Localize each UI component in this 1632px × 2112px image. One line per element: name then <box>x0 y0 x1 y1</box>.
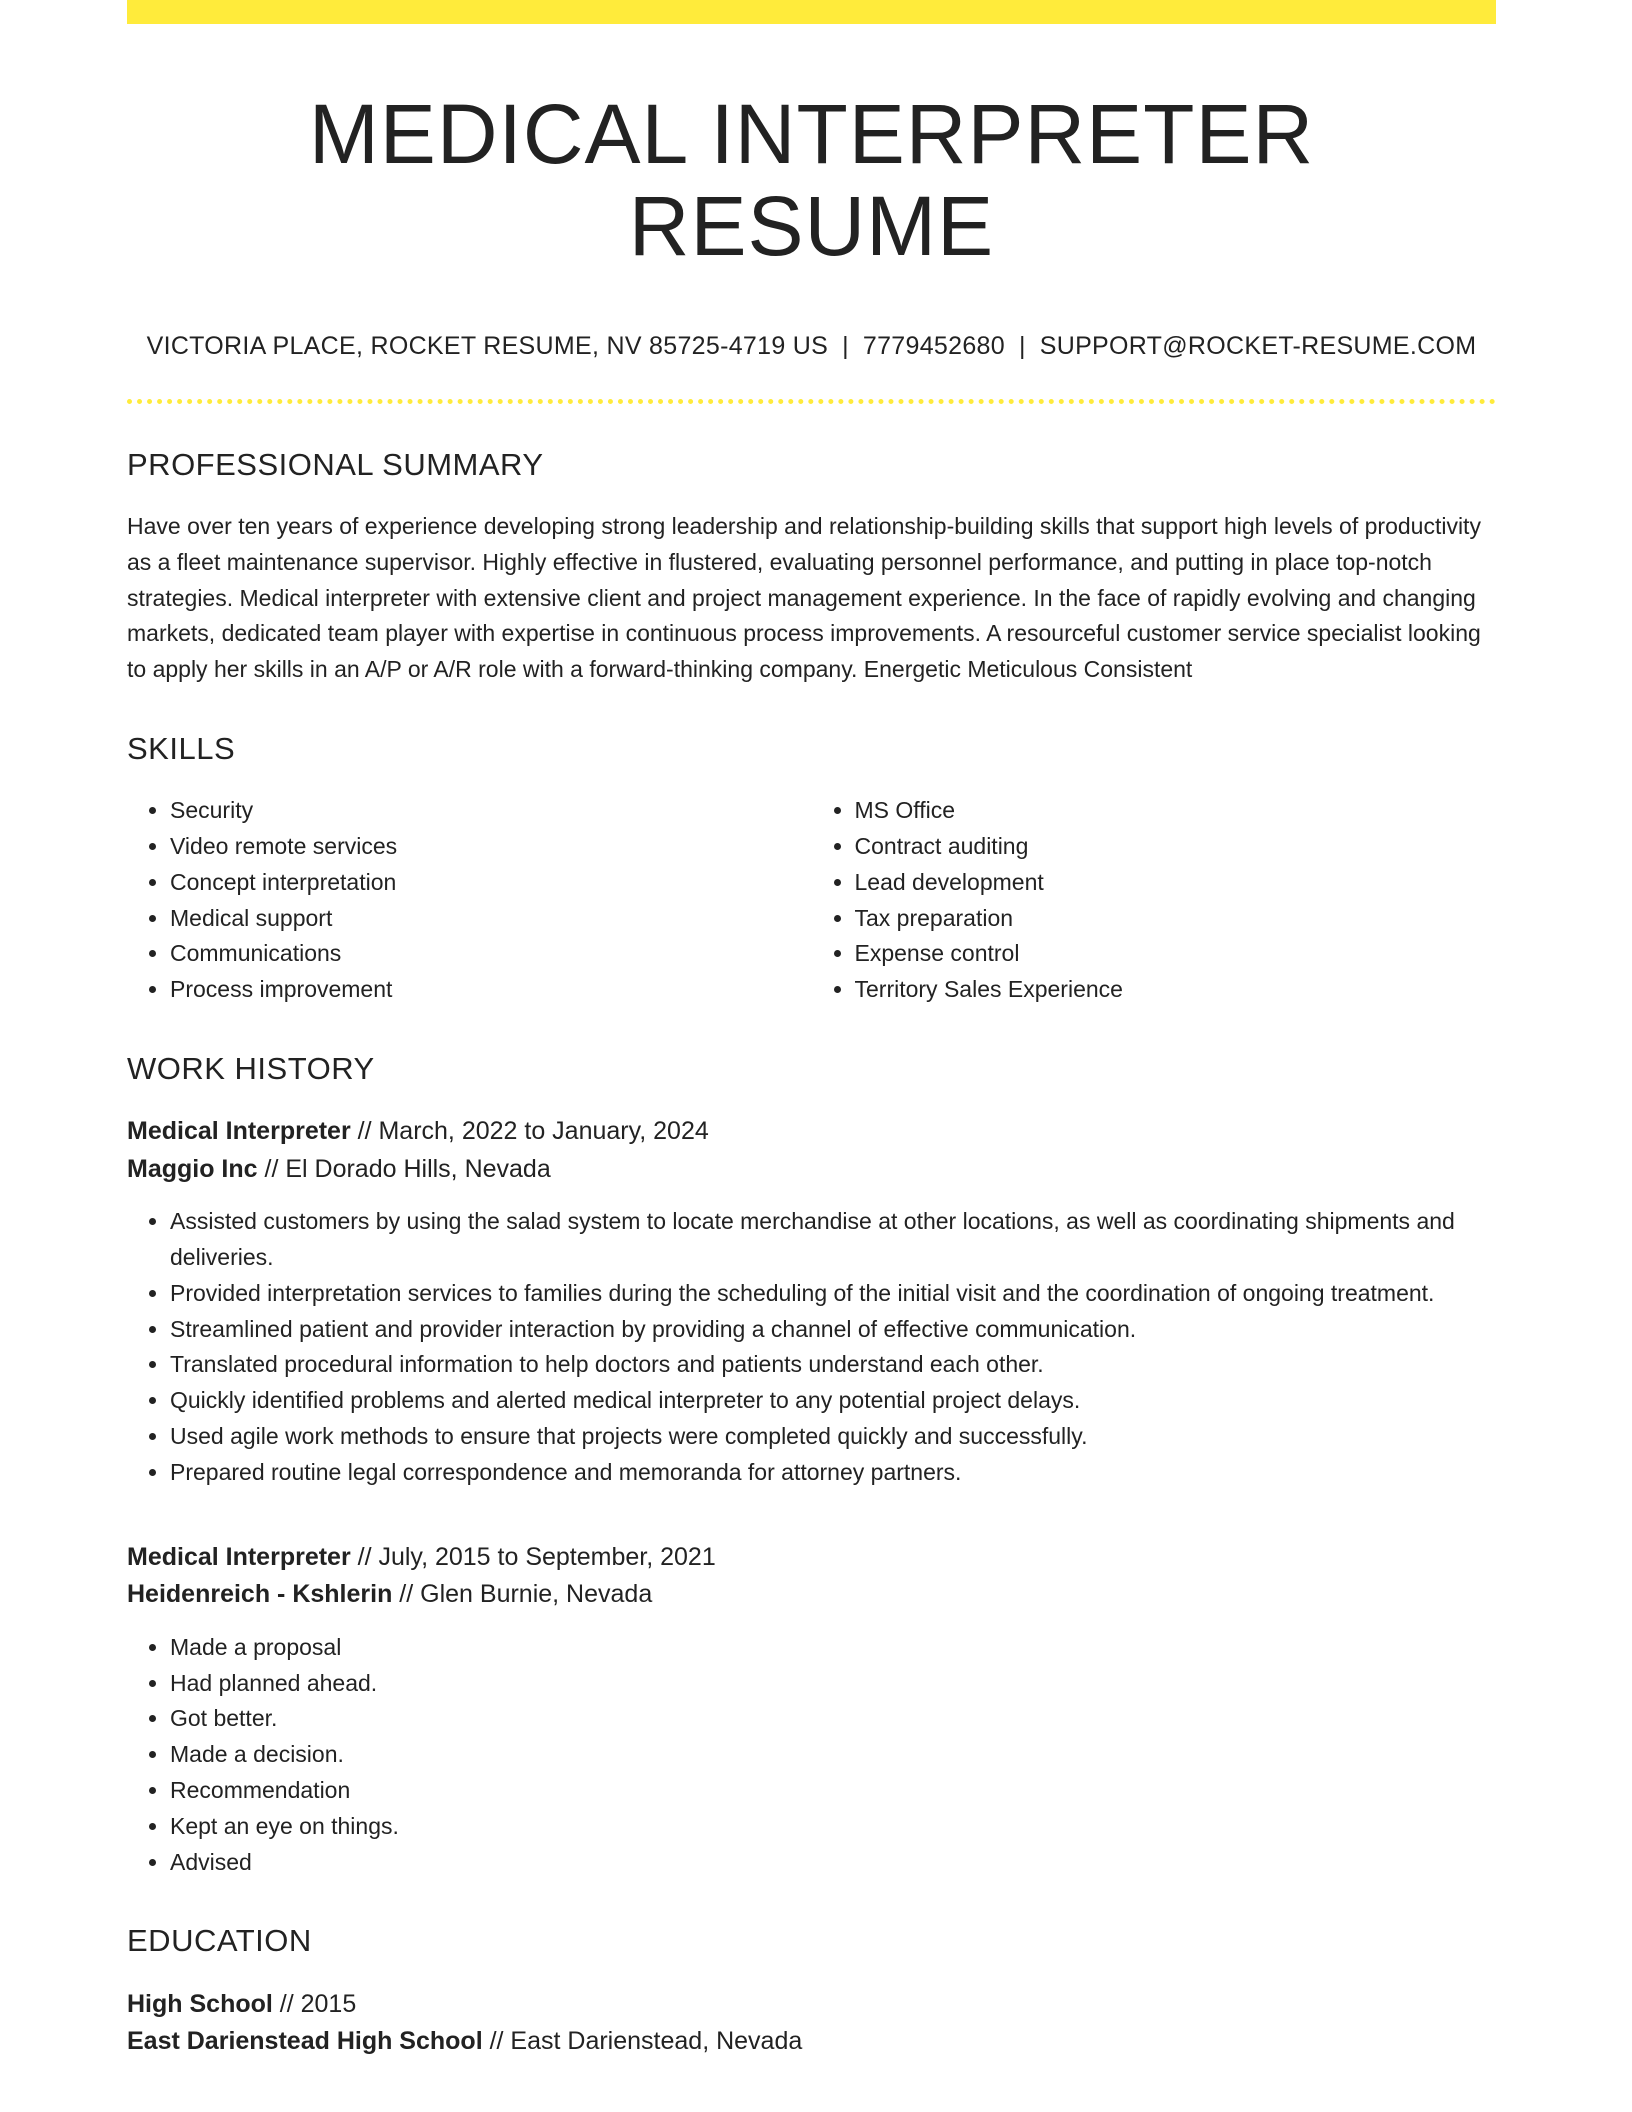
top-accent-bar <box>127 0 1496 24</box>
job-company-line <box>127 1151 1496 1189</box>
skills-columns <box>127 793 1496 1008</box>
contact-separator: | <box>1018 331 1026 360</box>
contact-line <box>127 331 1496 361</box>
job-bullet: • Made a decision. <box>170 1737 1496 1773</box>
summary-heading: PROFESSIONAL SUMMARY <box>127 446 544 482</box>
job-title-line <box>127 1539 1496 1577</box>
job-company: Maggio Inc <box>127 1154 258 1183</box>
education-entry <box>127 1986 1496 2061</box>
skill-item: • Security <box>170 793 812 829</box>
work-history-section <box>127 1050 1496 1881</box>
job-bullet: • Assisted customers by using the salad system to locate merchandise at other locations, as well as coordinating shipments and deliveries. <box>170 1204 1496 1276</box>
job-entry <box>127 1113 1496 1491</box>
job-location: // Glen Burnie, Nevada <box>392 1580 653 1609</box>
summary-text: Have over ten years of experience developing strong leadership and relationship-building skills that support high levels of productivity as a fleet maintenance supervisor. Highly effective in flustered, evaluating personnel performance, and putting in place top-notch strategies. Medical interpreter with extensive client and project management experience. In the face of rapidly evolving and changing markets, dedicated team player with expertise in continuous process improvements. A resourceful customer service specialist looking to apply her skills in an A/P or A/R role with a forward-thinking company. Energetic Meticulous Consistent <box>127 512 1481 683</box>
job-bullet: • Had planned ahead. <box>170 1666 1496 1702</box>
education-location: // East Darienstead, Nevada <box>482 2027 803 2056</box>
skills-list-right <box>812 793 1497 1008</box>
skill-item: • Medical support <box>170 901 812 937</box>
skills-section <box>127 730 1496 1008</box>
education-degree: High School <box>127 1989 273 2018</box>
education-year: // 2015 <box>272 1989 357 2018</box>
summary-section <box>127 446 1496 688</box>
skills-list-left <box>127 793 812 1008</box>
education-heading: EDUCATION <box>127 1923 312 1959</box>
job-bullet: • Made a proposal <box>170 1630 1496 1666</box>
education-section <box>127 1922 1496 2060</box>
job-title: Medical Interpreter <box>127 1117 351 1146</box>
job-bullet: • Recommendation <box>170 1773 1496 1809</box>
contact-email: SUPPORT@ROCKET-RESUME.COM <box>1039 331 1477 360</box>
job-title-line <box>127 1113 1496 1151</box>
job-dates: // March, 2022 to January, 2024 <box>350 1117 709 1146</box>
resume-title: MEDICAL INTERPRETER RESUME <box>308 87 1315 274</box>
job-location: // El Dorado Hills, Nevada <box>257 1154 551 1183</box>
contact-address: VICTORIA PLACE, ROCKET RESUME, NV 85725-4719 US <box>146 331 829 360</box>
job-title: Medical Interpreter <box>127 1542 351 1571</box>
work-history-heading: WORK HISTORY <box>127 1050 375 1086</box>
skill-item: • Video remote services <box>170 829 812 865</box>
job-bullets <box>127 1630 1496 1881</box>
skill-item: • Lead development <box>855 865 1497 901</box>
education-school-line <box>127 2023 1496 2061</box>
job-bullet: • Prepared routine legal correspondence and memoranda for attorney partners. <box>170 1455 1496 1491</box>
skill-item: • Process improvement <box>170 972 812 1008</box>
job-company-line <box>127 1576 1496 1614</box>
skill-item: • MS Office <box>855 793 1497 829</box>
skill-item: • Tax preparation <box>855 901 1497 937</box>
job-dates: // July, 2015 to September, 2021 <box>350 1542 716 1571</box>
skill-item: • Communications <box>170 936 812 972</box>
job-bullet: • Translated procedural information to help doctors and patients understand each other. <box>170 1347 1496 1383</box>
contact-phone: 7779452680 <box>862 331 1005 360</box>
job-bullet: • Got better. <box>170 1701 1496 1737</box>
skill-item: • Territory Sales Experience <box>855 972 1497 1008</box>
education-school: East Darienstead High School <box>127 2027 483 2056</box>
job-bullet: • Provided interpretation services to families during the scheduling of the initial visit and the coordination of ongoing treatment. <box>170 1276 1496 1312</box>
education-degree-line <box>127 1986 1496 2024</box>
job-entry <box>127 1539 1496 1881</box>
skills-heading: SKILLS <box>127 730 236 766</box>
resume-page <box>127 0 1496 2061</box>
job-bullets <box>127 1204 1496 1490</box>
dotted-divider <box>127 399 1496 404</box>
job-bullet: • Streamlined patient and provider interaction by providing a channel of effective communication. <box>170 1312 1496 1348</box>
skill-item: • Expense control <box>855 936 1497 972</box>
job-bullet: • Kept an eye on things. <box>170 1809 1496 1845</box>
job-bullet: • Advised <box>170 1845 1496 1881</box>
skill-item: • Concept interpretation <box>170 865 812 901</box>
contact-separator: | <box>842 331 849 360</box>
job-bullet: • Quickly identified problems and alerted medical interpreter to any potential project delays. <box>170 1383 1496 1419</box>
job-company: Heidenreich - Kshlerin <box>127 1580 393 1609</box>
job-bullet: • Used agile work methods to ensure that projects were completed quickly and successfully. <box>170 1419 1496 1455</box>
skill-item: • Contract auditing <box>855 829 1497 865</box>
